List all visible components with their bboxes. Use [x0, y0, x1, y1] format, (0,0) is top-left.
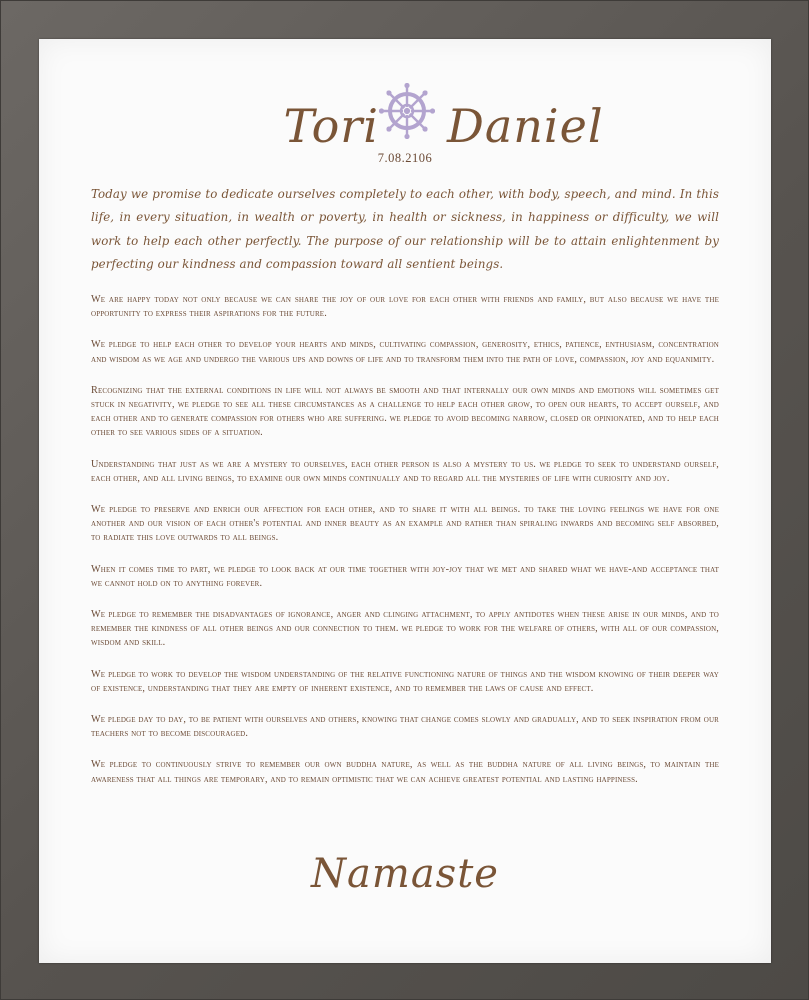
- dharma-wheel-icon: [379, 83, 435, 139]
- name-left: Tori: [283, 99, 379, 153]
- pledge-paragraph: We are happy today not only because we can share the joy of our love for each other with friends and family, but also because we have the opportunity to express their aspirations for the future.: [91, 294, 719, 320]
- pledge-paragraph: We pledge to help each other to develop your hearts and minds, cultivating compassion, generosity, ethics, patience, enthusiasm, concentration and wisdom as we age and undergo the various ups and downs of life and to transform them into the path of love, compassion, joy and equanimity.: [91, 339, 719, 365]
- closing-signature: Namaste: [311, 851, 499, 897]
- pledge-paragraph: When it comes time to part, we pledge to look back at our time together with joy-joy that we met and shared what we have-and acceptance that we cannot hold on to anything forever.: [91, 563, 719, 589]
- pledge-paragraphs: [91, 293, 719, 804]
- intro-vow: Today we promise to dedicate ourselves completely to each other, with body, speech, and mind. In this life, in every situation, in wealth or poverty, in health or sickness, in happiness or difficulty, we will work to help each other perfectly. The purpose of our relationship will be to attain enlightenment by perfecting our kindness and compassion toward all sentient beings.: [91, 187, 719, 272]
- pledge-paragraph: Recognizing that the external conditions in life will not always be smooth and that internally our own minds and emotions will sometimes get stuck in negativity, we pledge to see all these circumstances as a challenge to help each other grow, to open our hearts, to accept ourself, and each other and to generate compassion for others who are suffering. we pledge to avoid becoming narrow, closed or opinionated, and to help each other to see various sides of a situation.: [91, 384, 719, 439]
- name-right: Daniel: [447, 99, 604, 153]
- pledge-paragraph: Understanding that just as we are a mystery to ourselves, each other person is also a mystery to us. we pledge to seek to understand ourself, each other, and all living beings, to examine our own minds continually and to regard all the mysteries of life with curiosity and joy.: [91, 458, 719, 484]
- wedding-date: 7.08.2106: [377, 151, 433, 165]
- pledge-paragraph: We pledge to remember the disadvantages of ignorance, anger and clinging attachment, to apply antidotes when these arise in our minds, and to remember the kindness of all other beings and our connection to them. we pledge to work for the welfare of others, with all of our compassion, wisdom and skill.: [91, 609, 719, 649]
- pledge-paragraph: We pledge to work to develop the wisdom understanding of the relative functioning nature of things and the wisdom knowing of their deeper way of existence, understanding that they are empty of inherent existence, and to remember the laws of cause and effect.: [91, 668, 719, 694]
- pledge-paragraph: We pledge to continuously strive to remember our own buddha nature, as well as the buddha nature of all living beings, to maintain the awareness that all things are temporary, and to remain optimistic that we can achieve greatest potential and lasting happiness.: [91, 759, 719, 785]
- vow-document: [39, 39, 771, 963]
- pledge-paragraph: We pledge to preserve and enrich our affection for each other, and to share it with all beings. to take the loving feelings we have for one another and our vision of each other's potential and inner beauty as an example and rather than spiraling inwards and becoming self absorbed, to radiate this love outwards to all beings.: [91, 504, 719, 544]
- pledge-paragraph: We pledge day to day, to be patient with ourselves and others, knowing that change comes slowly and gradually, and to seek inspiration from our teachers not to become discouraged.: [91, 714, 719, 740]
